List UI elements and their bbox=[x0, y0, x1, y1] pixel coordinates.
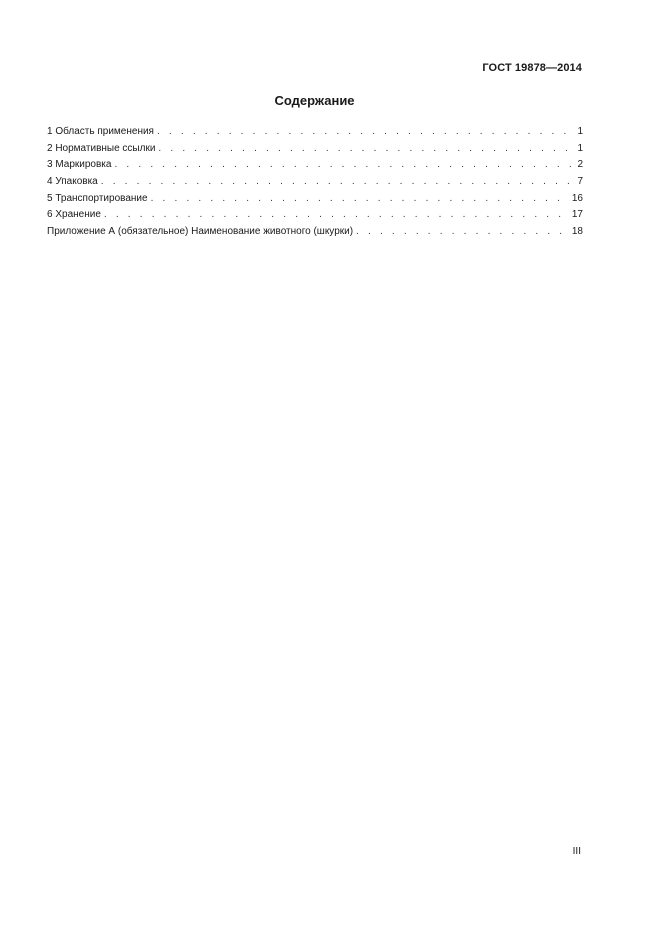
toc-entry-label: 1 Область применения bbox=[47, 126, 154, 137]
toc-entry-label: 6 Хранение bbox=[47, 209, 101, 221]
toc-entry[interactable] bbox=[47, 224, 583, 241]
toc-title: Содержание bbox=[274, 93, 355, 108]
toc-entry[interactable] bbox=[47, 141, 583, 158]
toc-entry-page: 7 bbox=[577, 176, 583, 188]
toc-entry-label: 4 Упаковка bbox=[47, 176, 98, 188]
toc-dot-leader bbox=[158, 141, 575, 158]
toc-dot-leader bbox=[356, 224, 570, 241]
toc-entry[interactable] bbox=[47, 157, 583, 174]
toc-entry-label: Приложение А (обязательное) Наименование животного (шкурки) bbox=[47, 226, 354, 238]
toc-dot-leader bbox=[104, 207, 570, 224]
toc-entry[interactable] bbox=[47, 174, 583, 191]
toc-entry[interactable] bbox=[47, 124, 583, 141]
toc-entry-page: 1 bbox=[577, 126, 583, 137]
toc-dot-leader bbox=[114, 157, 575, 174]
toc-dot-leader bbox=[157, 124, 575, 141]
toc-entry-page: 1 bbox=[577, 142, 583, 154]
toc-dot-leader bbox=[151, 191, 570, 208]
toc-entry-label: 3 Маркировка bbox=[47, 159, 112, 171]
toc-entry-label: 2 Нормативные ссылки bbox=[47, 142, 156, 154]
toc-entry[interactable] bbox=[47, 207, 583, 224]
toc-entry[interactable] bbox=[47, 191, 583, 208]
table-of-contents bbox=[47, 124, 583, 241]
toc-entry-page: 2 bbox=[577, 159, 583, 171]
page-number: III bbox=[572, 846, 581, 857]
toc-entry-page: 18 bbox=[571, 226, 583, 238]
toc-entry-page: 16 bbox=[571, 192, 583, 204]
toc-dot-leader bbox=[101, 174, 576, 191]
toc-entry-page: 17 bbox=[571, 209, 583, 221]
standard-code: ГОСТ 19878—2014 bbox=[482, 62, 582, 74]
toc-entry-label: 5 Транспортирование bbox=[47, 192, 148, 204]
